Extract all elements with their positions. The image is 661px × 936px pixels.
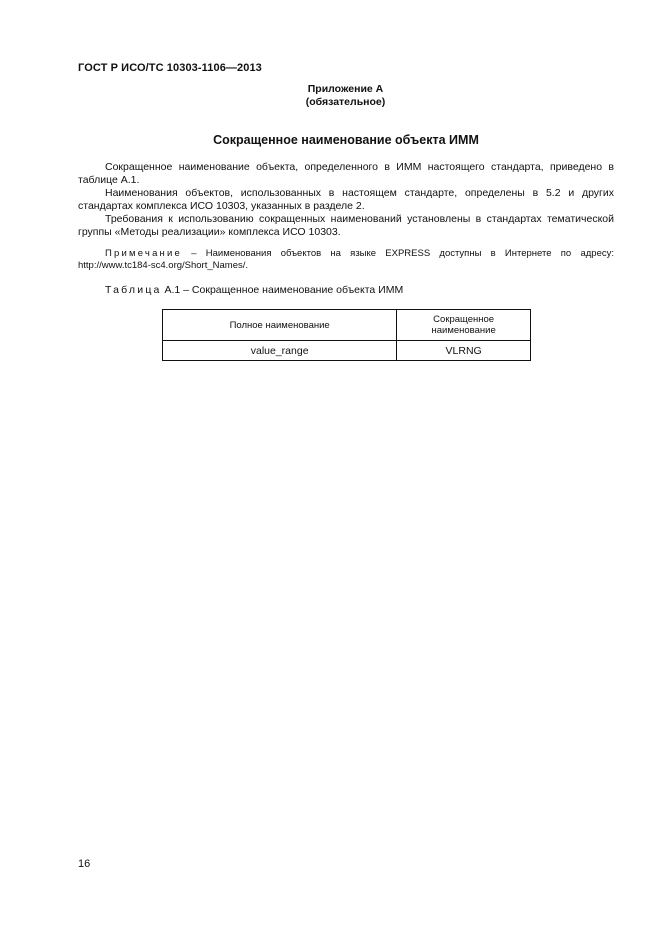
short-names-table [162,309,531,361]
table-header-row [163,310,531,341]
column-header-full-name: Полное наименование [163,310,397,341]
table-row [163,341,531,361]
paragraph: Сокращенное наименование объекта, определенного в ИММ настоящего стандарта, приведено в таблице А.1. [78,161,614,186]
section-title: Сокращенное наименование объекта ИММ [213,133,479,147]
column-header-short-name: Сокращенное наименование [397,310,531,341]
table-caption-text: А.1 – Сокращенное наименование объекта ИММ [161,284,404,296]
note-text: – Наименования объектов на языке EXPRESS доступны в Интернете по адресу: http://www.tc184-sc4.org/Short_Names/. [78,248,614,271]
annex-status: (обязательное) [305,96,386,108]
paragraph: Требования к использованию сокращенных наименований установлены в стандартах тематической группы «Методы реализации» комплекса ИСО 10303. [78,213,614,238]
standard-code: ГОСТ Р ИСО/ТС 10303-1106—2013 [78,62,262,74]
annex-title: Приложение А [307,83,384,95]
cell-short-name: VLRNG [397,341,531,361]
table-caption [105,284,403,296]
note-label: Примечание [105,248,182,259]
paragraph: Наименования объектов, использованных в настоящем стандарте, определены в 5.2 и других стандартах комплекса ИСО 10303, указанных в разделе 2. [78,187,614,212]
page-number: 16 [78,858,91,870]
cell-full-name: value_range [163,341,397,361]
note [78,248,614,272]
table-caption-label: Таблица [105,284,162,296]
annex-heading [0,83,661,109]
body-text [78,161,614,239]
